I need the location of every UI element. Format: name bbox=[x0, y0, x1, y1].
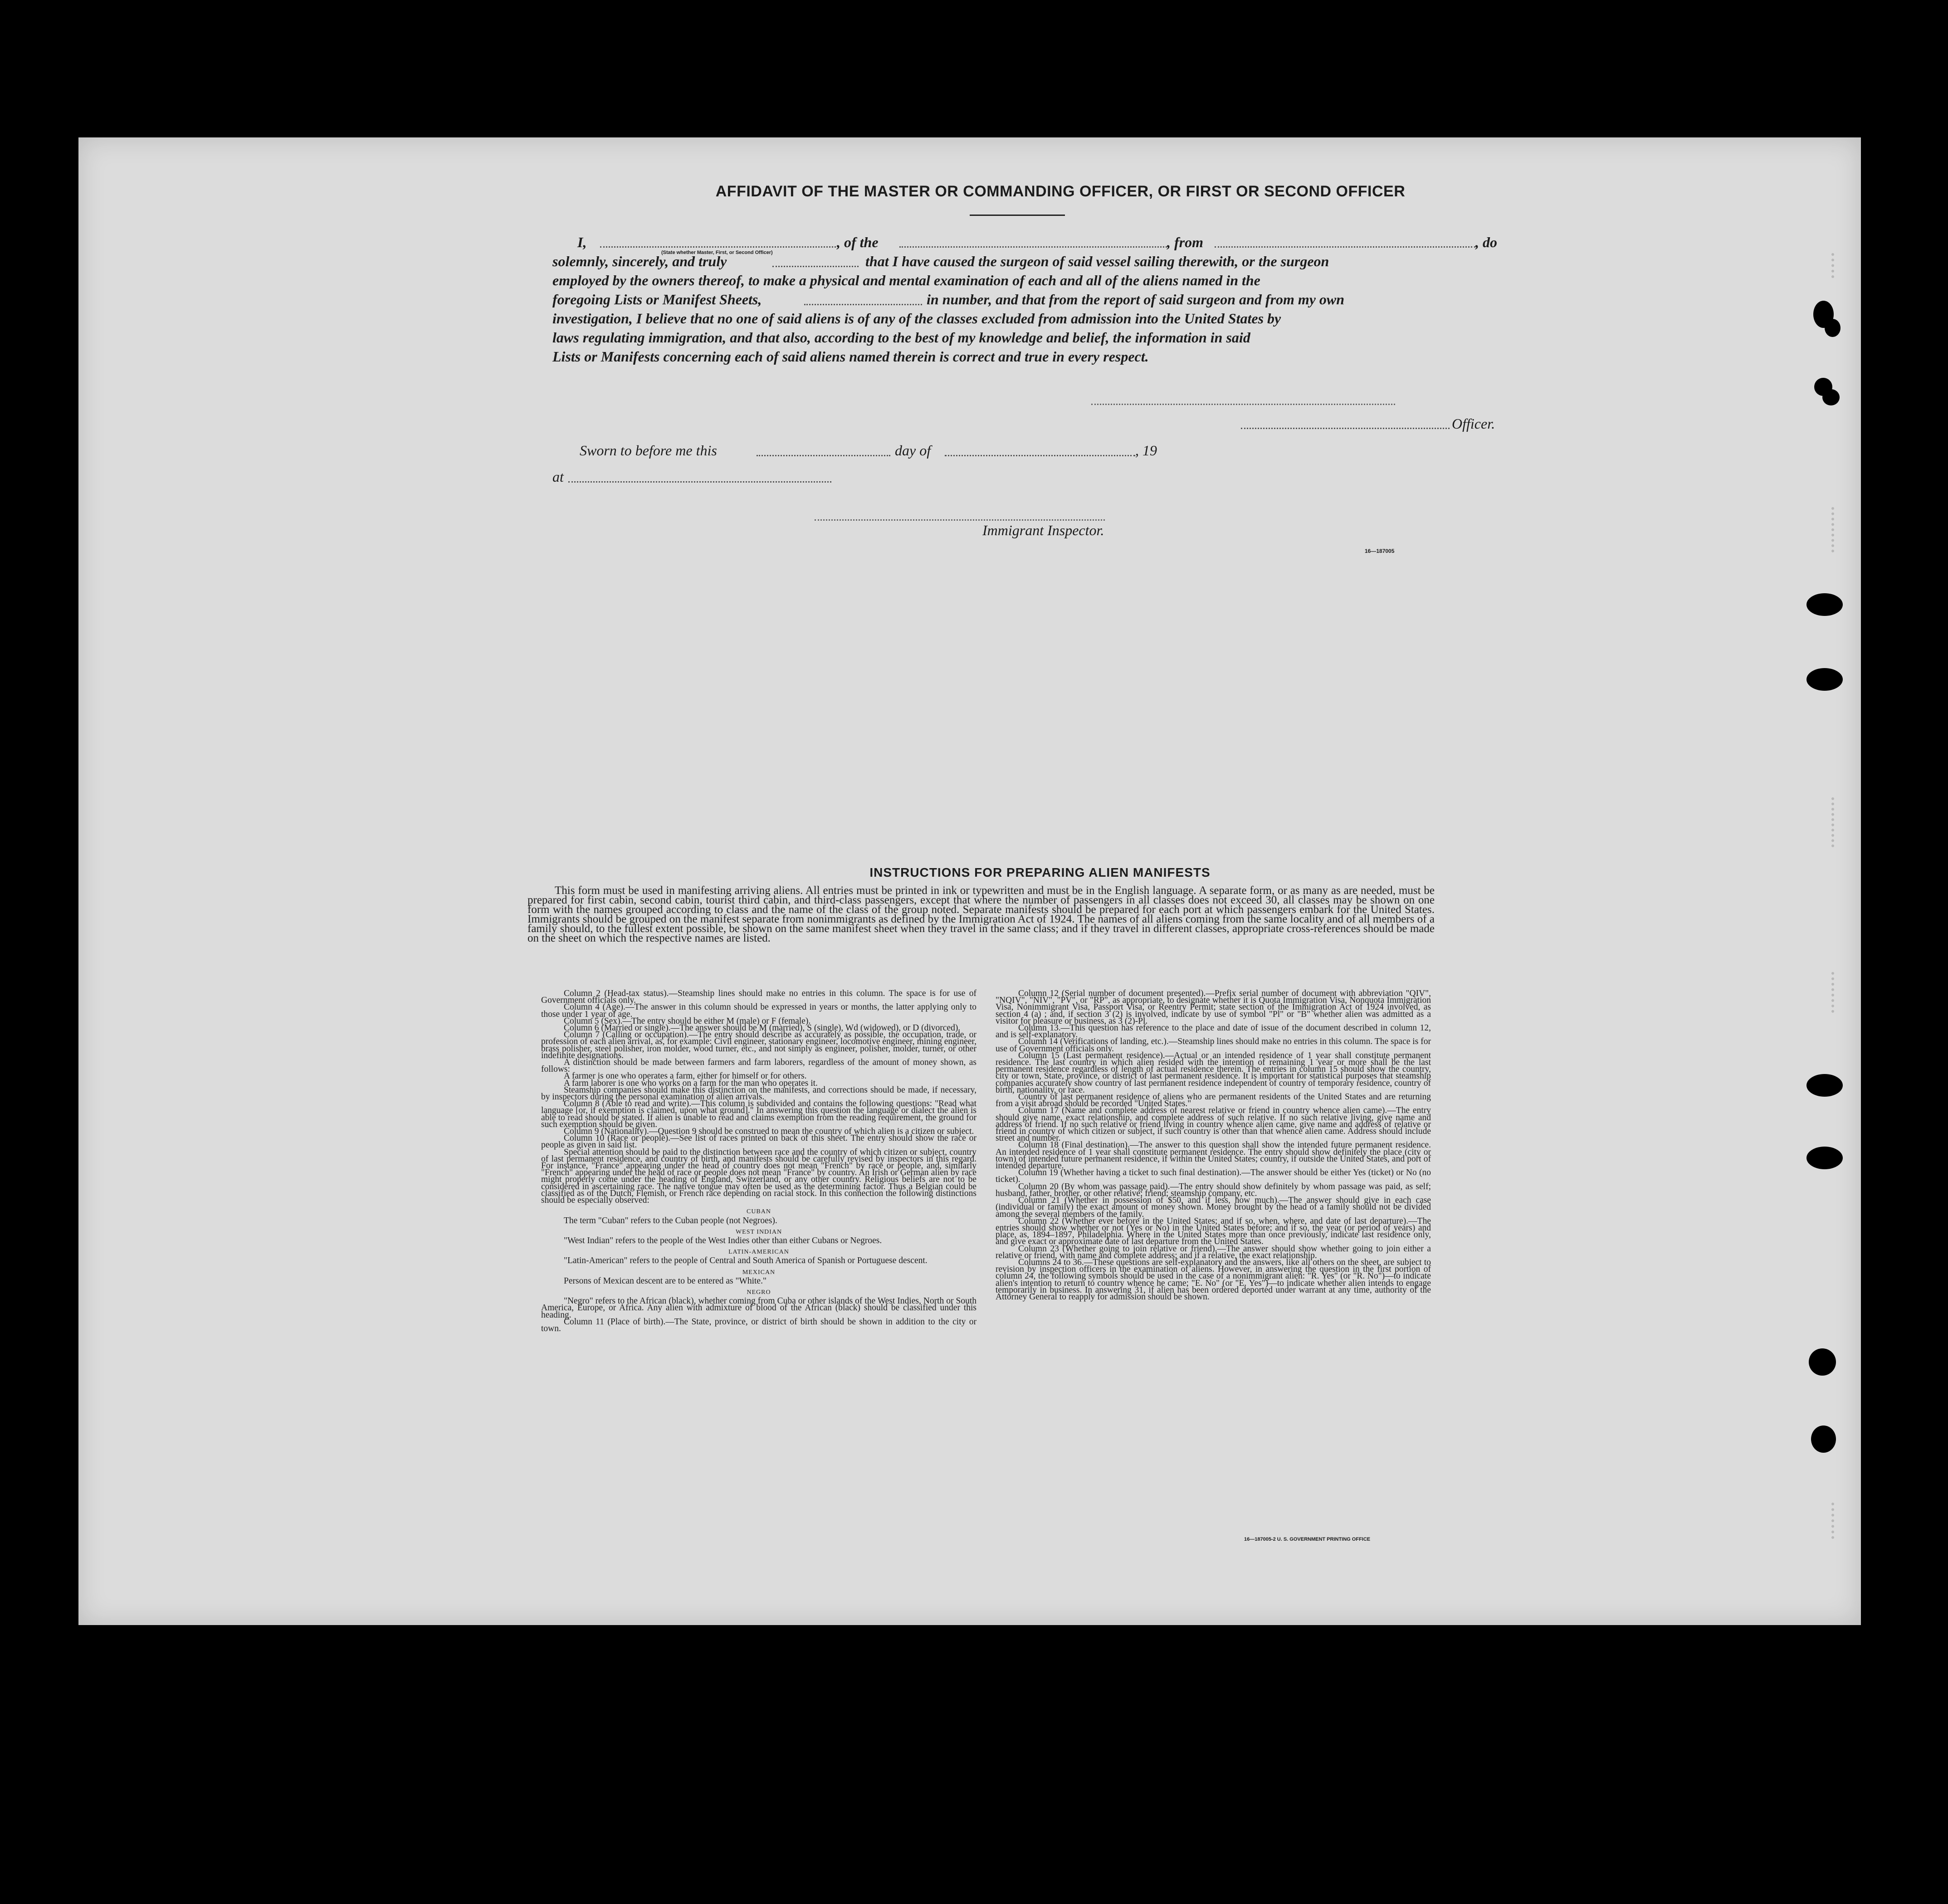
punch-hole bbox=[1822, 389, 1840, 405]
affidavit-line2b: that I have caused the surgeon of said vessel sailing therewith, or the surgeon bbox=[865, 253, 1329, 269]
col10-text: Column 10 (Race or people).—See list of races printed on back of this sheet. The entry should show the race or people as given in said list. bbox=[541, 1133, 976, 1150]
affidavit-from: , from bbox=[1167, 234, 1203, 250]
state-note: (State whether Master, First, or Second Officer) bbox=[661, 250, 773, 255]
mexican-text: Persons of Mexican descent are to be entered as "White." bbox=[564, 1276, 767, 1286]
col8-text: Column 8 (Able to read and write).—This column is subdivided and contains the following questions: "Read what language [or, if exemption is claimed, upon what ground]." In answering this question the language or dialect the alien is able to read should be stated. If alien is unable to read and claims exemption from the reading requirement, the ground for such exemption should be given. bbox=[541, 1099, 976, 1129]
sworn-month-blank bbox=[945, 455, 1135, 456]
col2-text: Column 2 (Head-tax status).—Steamship lines should make no entries in this column. The space is for use of Government officials only. bbox=[541, 989, 976, 1006]
punch-hole bbox=[1806, 1147, 1843, 1169]
special-text: Special attention should be paid to the distinction between race and the country of which citizen or subject, country of last permanent residence, and country of birth, and manifests should be carefully revised by inspectors in this regard. For instance, "France" appearing under the head of country does not mean "French" by race or people, and, similarly "French" appearing under the head of race or people does not mean "France" by country. An Irish or German alien by race might properly come under the heading of England, Switzerland, or any other country. Religious beliefs are not to be considered in ascertaining race. The native tongue may often be used as the determining factor. Thus a Belgian could be classified as of the Dutch, Flemish, or French race depending on racial stock. In this connection the following distinctions should be especially observed: bbox=[541, 1147, 976, 1206]
perforation-marks bbox=[1831, 253, 1837, 278]
laborer-text: A farm laborer is one who works on a farm for the man who operates it. bbox=[564, 1078, 818, 1088]
affidavit-line6: laws regulating immigration, and that also, according to the best of my knowledge and belief, the information in said bbox=[552, 329, 1250, 346]
affidavit-i: I, bbox=[577, 234, 587, 250]
port-blank bbox=[1215, 246, 1475, 248]
sworn-text: Sworn to before me this bbox=[580, 442, 717, 459]
swear-blank bbox=[772, 266, 859, 267]
cuban-text: The term "Cuban" refers to the Cuban people (not Negroes). bbox=[564, 1216, 777, 1225]
steamship-text: Steamship companies should make this distinction on the manifests, and corrections should be made, if necessary, by inspectors during the personal examination of alien arrivals. bbox=[541, 1085, 976, 1102]
col15-text: Column 15 (Last permanent residence).—Actual or an intended residence of 1 year shall constitute permanent residence. The last country in which alien resided with the intention of remaining 1 year or more shall be the last permanent residence regardless of length of actual residence therein. The entries in column 15 should show the country, city or town, State, province, or district of last permanent residence. It is important for statistical purposes that steamship companies accurately show country of last permanent residence independent of country of temporary residence, country of birth, nationality, or race. bbox=[996, 1050, 1431, 1095]
officer-rank-line bbox=[1241, 428, 1450, 429]
at-text: at bbox=[552, 469, 564, 485]
mexican-heading: MEXICAN bbox=[742, 1269, 776, 1276]
col12-text: Column 12 (Serial number of document presented).—Prefix serial number of document with abbreviation "QIV", "NQIV", "NIV", "PV", or "RP", as appropriate, to designate whether it is Quota Immigration Visa, Nonquota Immigration Visa, Nonimmigrant Visa, Passport Visa, or Reentry Permit; state section of the Immigration Act of 1924 involved, as section 4 (a) ; and, if section 3 (2) is involved, indicate by use of symbol "Pl" or "B" whether alien was admitted as a visitor for pleasure or business, as 3 (2)-Pl. bbox=[996, 989, 1431, 1026]
col23-text: Column 23 (Whether going to join relative or friend).—The answer should show whether going to join either a relative or friend, with name and complete address; and if a relative, the exact relationship. bbox=[996, 1244, 1431, 1260]
punch-hole bbox=[1806, 668, 1843, 691]
affidavit-line5: investigation, I believe that no one of said aliens is of any of the classes excluded from admission into the United States by bbox=[552, 310, 1281, 327]
col21-text: Column 21 (Whether in possession of $50, and if less, how much).—The answer should give in each case (individual or family) the exact amount of money shown. Money brought by the head of a family should not be divided among the several members of the family. bbox=[996, 1196, 1431, 1219]
negro-heading: NEGRO bbox=[747, 1289, 771, 1296]
affidavit-do: , do bbox=[1475, 234, 1497, 250]
col14-text: Column 14 (Verifications of landing, etc.).—Steamship lines should make no entries in this column. The space is for use of Government officials only. bbox=[996, 1037, 1431, 1054]
affidavit-line4a: foregoing Lists or Manifest Sheets, bbox=[552, 291, 762, 308]
punch-hole bbox=[1806, 1074, 1843, 1097]
affidavit-line2a: solemnly, sincerely, and truly bbox=[552, 253, 727, 269]
affidavit-line3: employed by the owners thereof, to make a physical and mental examination of each and all of the aliens named in the bbox=[552, 272, 1260, 288]
affidavit-of-the: , of the bbox=[837, 234, 879, 250]
punch-hole bbox=[1811, 1426, 1836, 1453]
perforation-marks bbox=[1831, 1503, 1837, 1539]
cuban-heading: CUBAN bbox=[746, 1208, 771, 1216]
affidavit-title: AFFIDAVIT OF THE MASTER OR COMMANDING OFFICER, OR FIRST OR SECOND OFFICER bbox=[715, 183, 1406, 200]
col19-text: Column 19 (Whether having a ticket to such final destination).—The answer should be either Yes (ticket) or No (no ticket). bbox=[996, 1168, 1431, 1185]
col9-text: Column 9 (Nationality).—Question 9 should be construed to mean the country of which alien is a citizen or subject. bbox=[564, 1127, 974, 1137]
manifest-page bbox=[78, 137, 1861, 1625]
instructions-left-column bbox=[541, 990, 976, 1332]
officer-rank-blank bbox=[600, 246, 836, 248]
day-of-text: day of bbox=[895, 442, 931, 459]
sworn-place-blank bbox=[568, 481, 831, 483]
inspector-label: Immigrant Inspector. bbox=[982, 522, 1104, 538]
col11-text: Column 11 (Place of birth).—The State, province, or district of birth should be shown in addition to the city or town. bbox=[541, 1317, 976, 1333]
sworn-day-blank bbox=[757, 455, 890, 456]
west-indian-heading: WEST INDIAN bbox=[735, 1228, 782, 1235]
distinction-text: A distinction should be made between farmers and farm laborers, regardless of the amount of money shown, as follows: bbox=[541, 1058, 976, 1074]
affidavit-line4b: in number, and that from the report of said surgeon and from my own bbox=[927, 291, 1345, 308]
col22-text: Column 22 (Whether ever before in the United States; and if so, when, where, and date of last departure).—The entries should show whether or not (Yes or No) in the United States before; and if so, the year (or period of years) and place, as, 1894–1897, Philadelphia. Where in the United States more than once previously, indicate last residence only, and give exact or approximate date of last departure from the United States. bbox=[996, 1216, 1431, 1247]
country-text: Country of last permanent residence of aliens who are permanent residents of the United States and are returning from a visit abroad should be recorded "United States." bbox=[996, 1092, 1431, 1109]
instructions-right-column bbox=[996, 990, 1431, 1300]
instructions-title: INSTRUCTIONS FOR PREPARING ALIEN MANIFESTS bbox=[869, 865, 1211, 879]
year-text: , 19 bbox=[1135, 442, 1157, 459]
col6-text: Column 6 (Married or single).—The answer should be M (married), S (single), Wd (widowed), or D (divorced). bbox=[564, 1023, 961, 1033]
title-rule bbox=[970, 215, 1065, 216]
perforation-marks bbox=[1831, 797, 1837, 847]
perforation-marks bbox=[1831, 972, 1837, 1013]
col13-text: Column 13.—This question has reference to the place and date of issue of the document described in column 12, and is self-explanatory. bbox=[996, 1023, 1431, 1040]
col24-text: Columns 24 to 36.—These questions are self-explanatory and the answers, like all others on the sheet, are subject to revision by inspection officers in the examination of aliens. However, in answering the question in the first portion of column 24, the following symbols should be used in the case of a nonimmigrant alien: "R. Yes" (or "R. No")—to indicate alien's intention to return to country whence he came; "E. No" (or "E. Yes")—to indicate whether alien intends to engage temporarily in business. In answering 31, if alien has been ordered deported under warrant at any time, authority of the Attorney General to reapply for admission should be shown. bbox=[996, 1257, 1431, 1302]
vessel-blank bbox=[899, 246, 1167, 248]
latin-american-heading: LATIN-AMERICAN bbox=[728, 1249, 789, 1256]
col5-text: Column 5 (Sex).—The entry should be either M (male) or F (female). bbox=[564, 1016, 811, 1026]
officer-signature-line bbox=[1091, 404, 1395, 405]
col18-text: Column 18 (Final destination).—The answer to this question shall show the intended future permanent residence. An intended residence of 1 year shall constitute permanent residence. The entry should show definitely the place (city or town) of intended future permanent residence, if within the United States; country, if outside the United States, and port of intended departure. bbox=[996, 1140, 1431, 1171]
west-indian-text: "West Indian" refers to the people of the West Indies other than either Cubans or Negroes. bbox=[564, 1235, 882, 1245]
punch-hole bbox=[1809, 1348, 1836, 1376]
punch-hole bbox=[1825, 319, 1841, 337]
perforation-marks bbox=[1831, 507, 1837, 552]
inspector-signature-line bbox=[815, 519, 1105, 521]
latin-american-text: "Latin-American" refers to the people of Central and South America of Spanish or Portuguese descent. bbox=[564, 1256, 928, 1266]
footer-printing-office: 16—187005-2 U. S. GOVERNMENT PRINTING OFFICE bbox=[1244, 1537, 1371, 1542]
punch-hole bbox=[1806, 593, 1843, 616]
col17-text: Column 17 (Name and complete address of nearest relative or friend in country whence alien came).—The entry should give name, exact relationship, and complete address of such relative. If no such relative living, give name and address of friend. If no such relative or friend living in country whence alien came, give name and address of relative or friend in country of which citizen or subject, if such country is other than that whence alien came. Address should include street and number. bbox=[996, 1106, 1431, 1143]
col20-text: Column 20 (By whom was passage paid).—The entry should show definitely by whom passage was paid, as self; husband, father, brother, or other relative; friend; steamship company, etc. bbox=[996, 1181, 1431, 1198]
officer-label: Officer. bbox=[1452, 415, 1495, 432]
negro-text: "Negro" refers to the African (black), whether coming from Cuba or other islands of the West Indies, North or South America, Europe, or Africa. Any alien with admixture of blood of the African (black) should be classified under this heading. bbox=[541, 1296, 976, 1320]
form-number: 16—187005 bbox=[1365, 548, 1395, 554]
affidavit-line7: Lists or Manifests concerning each of said aliens named therein is correct and true in every respect. bbox=[552, 348, 1149, 365]
sheet-count-blank bbox=[804, 304, 922, 305]
farmer-text: A farmer is one who operates a farm, either for himself or for others. bbox=[564, 1071, 807, 1081]
instructions-intro: This form must be used in manifesting arriving aliens. All entries must be printed in ink or typewritten and must be in the English language. A separate form, or as many as are needed, must be prepared for first cabin, second cabin, tourist third cabin, and third-class passengers, except that where the number of passengers in all classes does not exceed 30, all classes may be shown on one form with the names grouped according to class and the name of the class of the group noted. Separate manifests should be prepared for each port at which passengers embark for the United States. Immigrants should be grouped on the manifest separate from nonimmigrants as defined by the Immigration Act of 1924. The names of all aliens coming from the same locality and of all members of a family should, to the fullest extent possible, be shown on the same manifest sheet when they travel in the same class; and if they travel in different classes, appropriate cross-references should be made on the sheet on which the respective names are listed. bbox=[527, 884, 1435, 944]
col7-text: Column 7 (Calling or occupation).—The entry should describe as accurately as possible, the occupation, trade, or profession of each alien arrival, as, for example: Civil engineer, stationary engineer, locomotive engineer, mining engineer, brass polisher, steel polisher, iron molder, wood turner, etc., and not simply as engineer, polisher, molder, turner, or other indefinite designations. bbox=[541, 1030, 976, 1060]
col4-text: Column 4 (Age).—The answer in this column should be expressed in years or months, the latter applying only to those under 1 year of age. bbox=[541, 1002, 976, 1019]
